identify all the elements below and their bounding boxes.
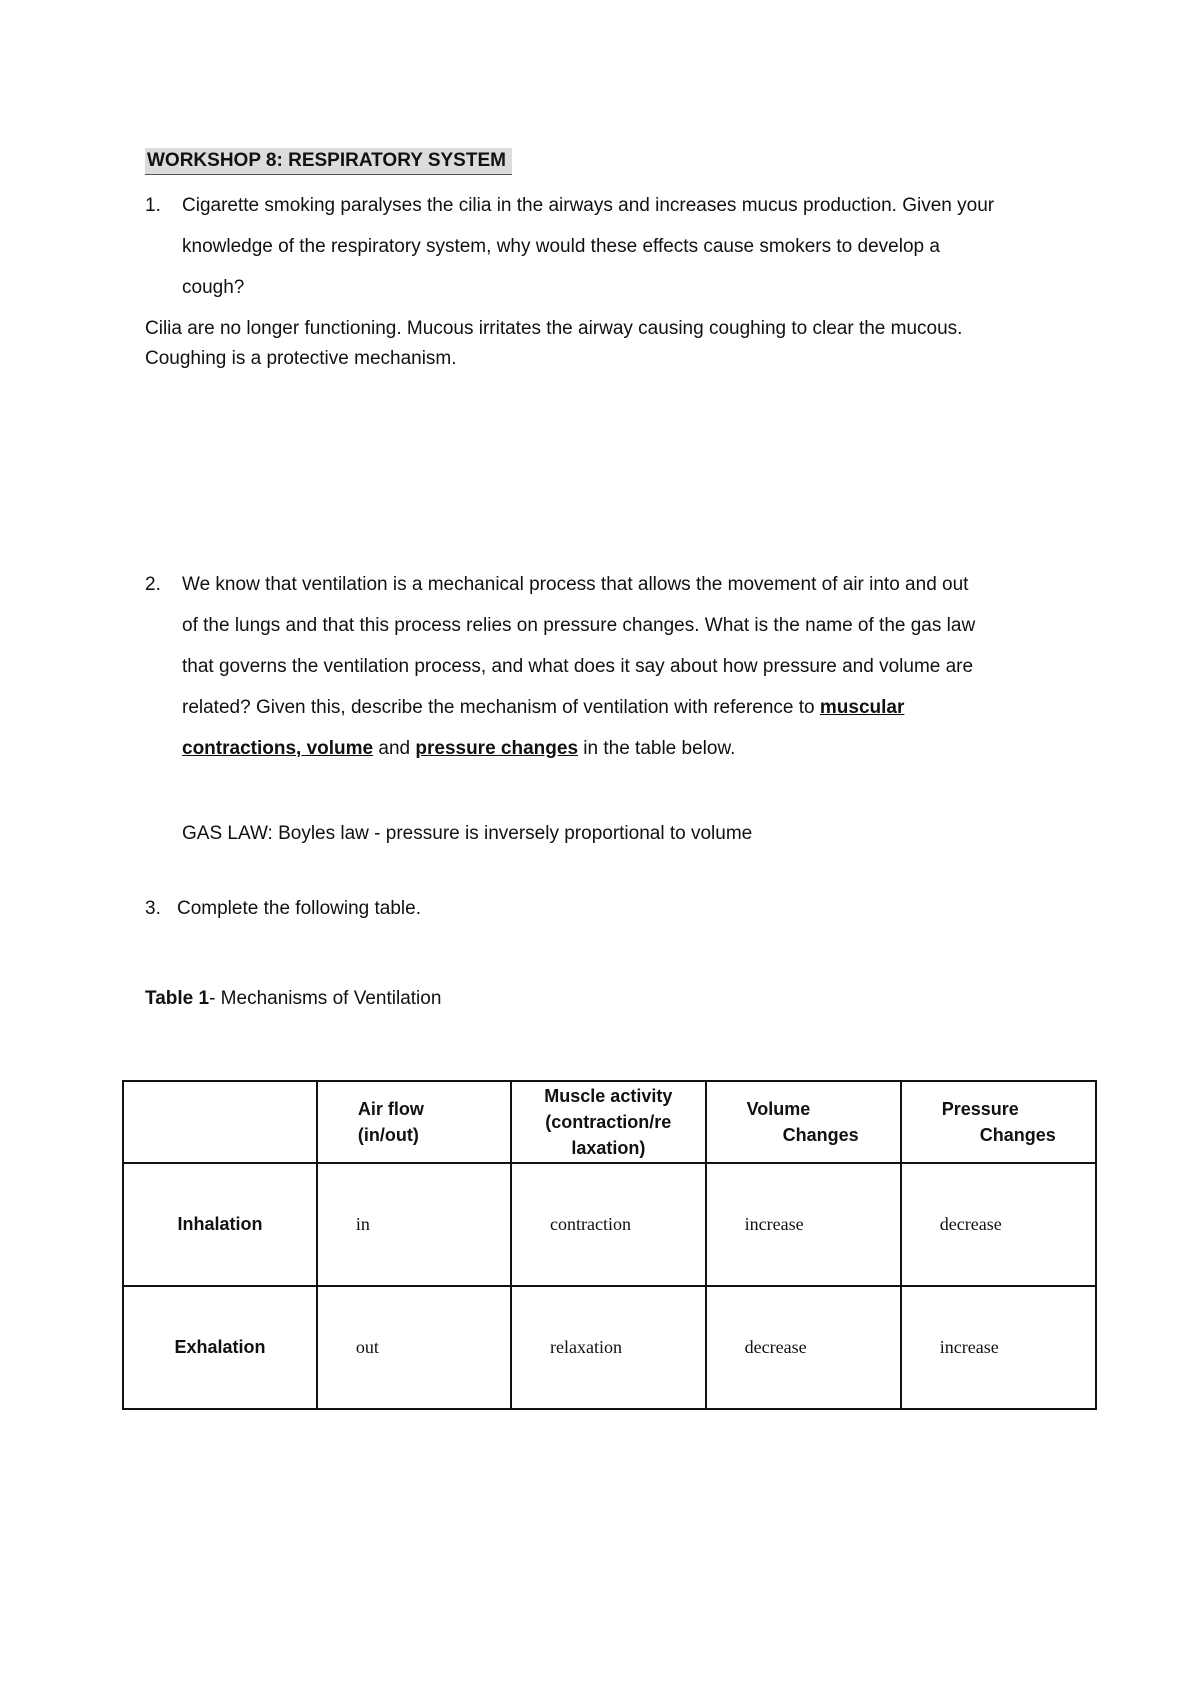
cell-pressure-changes: decrease bbox=[901, 1163, 1096, 1286]
header-air-flow-line-2: (in/out) bbox=[357, 1125, 419, 1145]
header-cell-air-flow bbox=[317, 1081, 511, 1163]
q2-line-3: that governs the ventilation process, and what does it say about how pressure and volume are bbox=[182, 656, 974, 677]
cell-muscle-activity: relaxation bbox=[511, 1286, 706, 1409]
q2-number: 2. bbox=[145, 574, 161, 595]
q2-line-5-rest: in the table below. bbox=[578, 738, 736, 759]
q2-line-5-and: and bbox=[373, 738, 416, 759]
q2-line-4-text: related? Given this, describe the mechanism of ventilation with reference to bbox=[182, 697, 820, 718]
ventilation-table bbox=[122, 1080, 1097, 1410]
row-label: Inhalation bbox=[123, 1163, 317, 1286]
cell-pressure-changes: increase bbox=[901, 1286, 1096, 1409]
q2-line-5 bbox=[182, 737, 735, 761]
page-title: WORKSHOP 8: RESPIRATORY SYSTEM bbox=[145, 148, 512, 175]
q2-underline-pressure-changes: pressure changes bbox=[415, 738, 579, 759]
q2-line-1: We know that ventilation is a mechanical process that allows the movement of air into and out bbox=[182, 574, 969, 595]
q2-line-4 bbox=[182, 696, 904, 720]
q1-number: 1. bbox=[145, 195, 161, 216]
cell-volume-changes: decrease bbox=[706, 1286, 901, 1409]
q3-text: Complete the following table. bbox=[177, 898, 421, 919]
header-cell-volume-changes: Volume Changes bbox=[706, 1081, 901, 1163]
table-row-inhalation bbox=[123, 1163, 1096, 1286]
q1-line-2: knowledge of the respiratory system, why would these effects cause smokers to develop a bbox=[182, 236, 940, 257]
header-air-flow-line-1: Air flow bbox=[357, 1099, 424, 1119]
q2-line-2: of the lungs and that this process relies on pressure changes. What is the name of the gas law bbox=[182, 615, 976, 636]
table-caption-label: Table 1 bbox=[145, 988, 210, 1009]
q1-line-1: Cigarette smoking paralyses the cilia in the airways and increases mucus production. Given your bbox=[182, 195, 995, 216]
table-caption-text: - Mechanisms of Ventilation bbox=[209, 988, 442, 1009]
table-caption bbox=[145, 987, 441, 1011]
q2-gas-law-answer: GAS LAW: Boyles law - pressure is inversely proportional to volume bbox=[182, 823, 753, 844]
cell-air-flow: out bbox=[317, 1286, 511, 1409]
q2-underline-muscular: muscular bbox=[819, 697, 905, 718]
q3-number: 3. bbox=[145, 898, 161, 919]
header-cell-empty bbox=[123, 1081, 317, 1163]
q2-underline-contractions-volume: contractions, volume bbox=[182, 738, 374, 759]
cell-air-flow: in bbox=[317, 1163, 511, 1286]
table-row-exhalation bbox=[123, 1286, 1096, 1409]
header-cell-muscle-activity: Muscle activity (contraction/re laxation) bbox=[511, 1081, 706, 1163]
q1-answer-line-1: Cilia are no longer functioning. Mucous irritates the airway causing coughing to clear the mucous. bbox=[145, 318, 963, 339]
q1-answer-line-2: Coughing is a protective mechanism. bbox=[145, 348, 457, 369]
row-label: Exhalation bbox=[123, 1286, 317, 1409]
header-cell-pressure-changes: Pressure Changes bbox=[901, 1081, 1096, 1163]
cell-muscle-activity: contraction bbox=[511, 1163, 706, 1286]
table-header-row bbox=[123, 1081, 1096, 1163]
q1-line-3: cough? bbox=[182, 277, 245, 298]
cell-volume-changes: increase bbox=[706, 1163, 901, 1286]
